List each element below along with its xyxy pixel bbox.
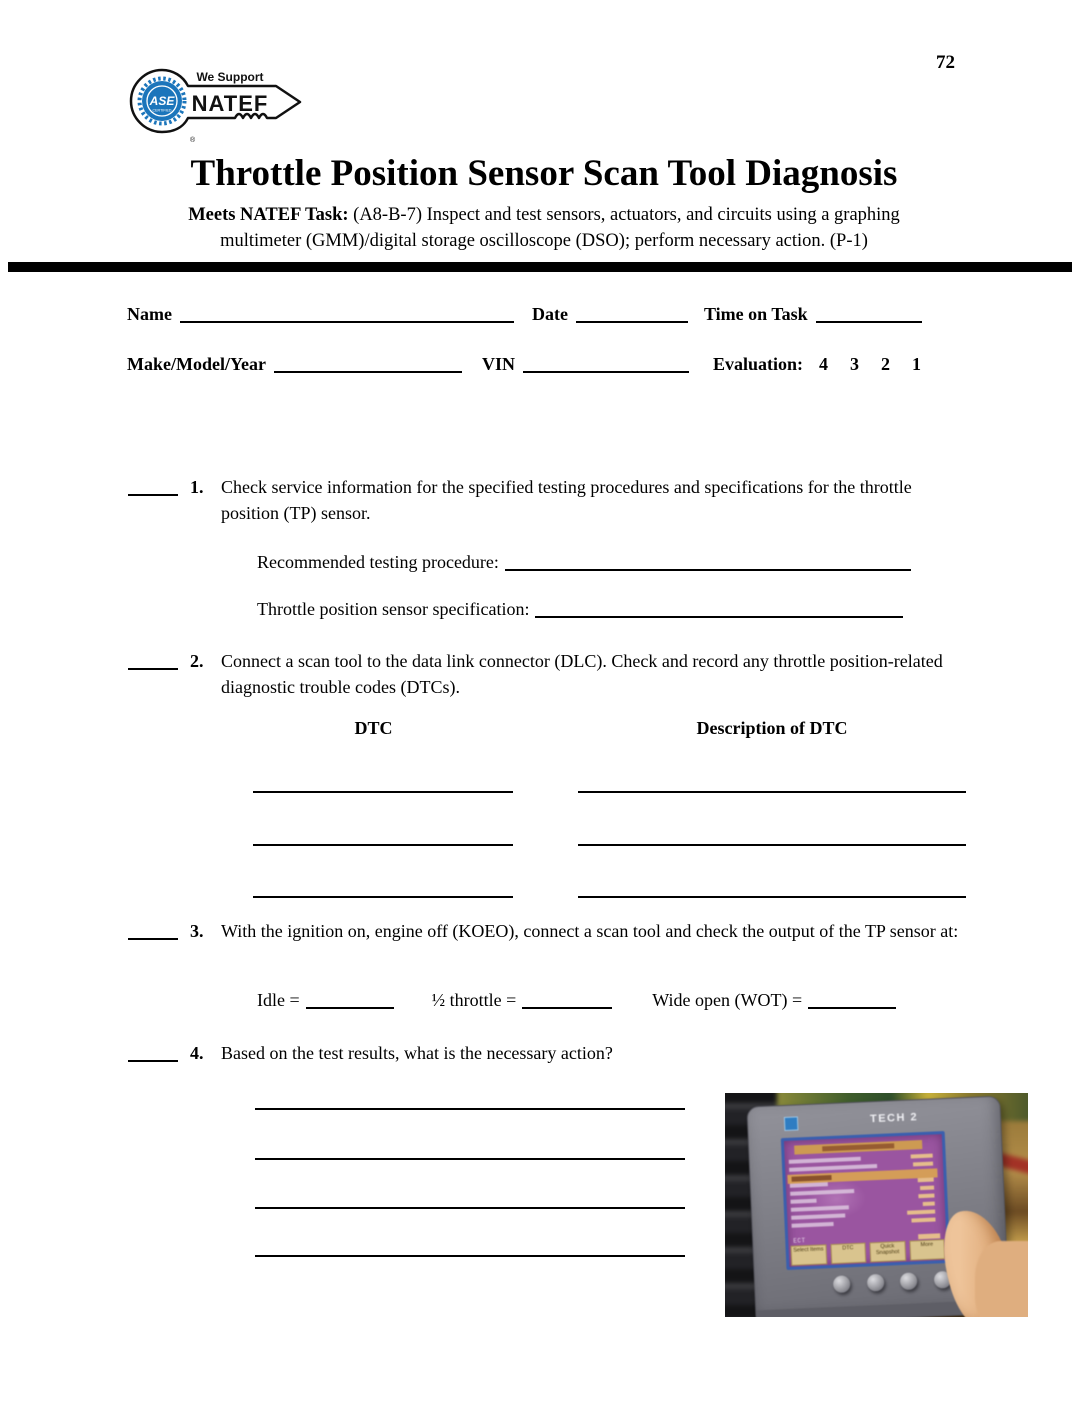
half-throttle-value-blank[interactable] xyxy=(522,991,612,1009)
scan-tool-photo xyxy=(725,1093,1028,1317)
screen-page-indicator xyxy=(918,1233,940,1239)
task-2-text: Connect a scan tool to the data link connector (DLC). Check and record any throttle position-related diagnostic trouble codes (DTCs). xyxy=(221,651,943,697)
task-description-line2: multimeter (GMM)/digital storage oscilloscope (DSO); perform necessary action. (P-1) xyxy=(220,231,868,251)
task-4-checkoff-blank[interactable] xyxy=(128,1044,178,1062)
page-number: 72 xyxy=(936,52,955,73)
device-button-2[interactable] xyxy=(866,1274,884,1292)
task-1-checkoff-blank[interactable] xyxy=(128,478,178,496)
dtc-column-header: DTC xyxy=(354,718,393,738)
evaluation-score-2: 2 xyxy=(881,354,891,374)
sensor-specification-label: Throttle position sensor specification: xyxy=(257,599,530,619)
make-model-year-field-blank[interactable] xyxy=(274,355,462,373)
dtc-entry-blank-3[interactable] xyxy=(253,896,513,898)
evaluation-score-3: 3 xyxy=(850,354,860,374)
task-2-checkoff-blank[interactable] xyxy=(128,652,178,670)
sensor-specification-row xyxy=(257,597,903,620)
task-1 xyxy=(128,474,961,526)
task-1-text: Check service information for the specified testing procedures and specifications for the throttle position (TP) sensor. xyxy=(221,477,912,523)
device-button-3[interactable] xyxy=(900,1272,918,1290)
natef-ase-logo xyxy=(126,58,306,153)
device-button-row xyxy=(833,1271,952,1293)
half-throttle-label: ½ throttle = xyxy=(431,990,517,1010)
screen-status-text: ECT xyxy=(793,1237,806,1245)
task-2 xyxy=(128,648,961,700)
necessary-action-blank-4[interactable] xyxy=(255,1255,685,1257)
sensor-specification-blank[interactable] xyxy=(535,600,903,618)
recommended-procedure-row xyxy=(257,550,911,573)
registered-mark: ® xyxy=(190,137,196,144)
time-on-task-field-blank[interactable] xyxy=(816,305,922,323)
task-description-line1: Meets NATEF Task: (A8-B-7) Inspect and test sensors, actuators, and circuits using a graphing xyxy=(188,205,900,225)
dtc-entry-blank-2[interactable] xyxy=(253,844,513,846)
evaluation-label: Evaluation: xyxy=(712,354,804,374)
task-3-number: 3. xyxy=(190,921,204,941)
make-model-year-label: Make/Model/Year xyxy=(127,354,266,374)
time-on-task-label: Time on Task xyxy=(703,304,808,324)
task-3-checkoff-blank[interactable] xyxy=(128,922,178,940)
info-row-2 xyxy=(127,352,921,375)
vin-label: VIN xyxy=(481,354,515,374)
evaluation-score-1: 1 xyxy=(912,354,922,374)
softkey-row xyxy=(790,1239,945,1266)
device-model-label: TECH 2 xyxy=(869,1111,919,1126)
evaluation-score-4: 4 xyxy=(819,354,829,374)
recommended-procedure-blank[interactable] xyxy=(505,553,911,571)
dtc-description-blank-3[interactable] xyxy=(578,896,966,898)
task-3-text: With the ignition on, engine off (KOEO), connect a scan tool and check the output of the TP sensor at: xyxy=(221,921,959,941)
wide-open-label: Wide open (WOT) = xyxy=(652,990,803,1010)
ase-gear-text: ASE xyxy=(149,94,175,108)
dtc-description-blank-2[interactable] xyxy=(578,844,966,846)
screen-data-list xyxy=(789,1152,936,1230)
natef-text: NATEF xyxy=(191,91,269,116)
wide-open-value-blank[interactable] xyxy=(808,991,896,1009)
dtc-entry-blank-1[interactable] xyxy=(253,791,513,793)
gm-logo-icon xyxy=(784,1116,799,1131)
date-label: Date xyxy=(531,304,568,324)
date-field-blank[interactable] xyxy=(576,305,688,323)
we-support-text: We Support xyxy=(196,70,264,84)
necessary-action-blank-2[interactable] xyxy=(255,1158,685,1160)
dtc-description-column-header: Description of DTC xyxy=(696,718,848,738)
meets-natef-task-label: Meets NATEF Task: xyxy=(188,205,349,225)
necessary-action-blank-3[interactable] xyxy=(255,1207,685,1209)
softkey-select-items[interactable]: Select Items xyxy=(790,1244,826,1266)
device-button-1[interactable] xyxy=(833,1275,851,1293)
user-hand xyxy=(975,1241,1028,1317)
task-3 xyxy=(128,918,961,944)
info-row-1 xyxy=(127,302,922,325)
idle-value-blank[interactable] xyxy=(306,991,394,1009)
dtc-description-blank-1[interactable] xyxy=(578,791,966,793)
vin-field-blank[interactable] xyxy=(523,355,689,373)
task-4-number: 4. xyxy=(190,1043,204,1063)
softkey-quick-snapshot[interactable]: Quick Snapshot xyxy=(869,1241,905,1263)
task-2-number: 2. xyxy=(190,651,204,671)
name-label: Name xyxy=(127,304,172,324)
tp-output-row xyxy=(257,988,896,1011)
key-logo-icon xyxy=(126,58,306,153)
recommended-procedure-label: Recommended testing procedure: xyxy=(257,552,499,572)
softkey-dtc[interactable]: DTC xyxy=(830,1243,866,1265)
tech2-screen xyxy=(781,1131,951,1270)
task-1-number: 1. xyxy=(190,477,204,497)
task-4-text: Based on the test results, what is the necessary action? xyxy=(221,1043,613,1063)
page-title: Throttle Position Sensor Scan Tool Diagnosis xyxy=(190,153,898,194)
task-4 xyxy=(128,1040,961,1066)
idle-label: Idle = xyxy=(257,990,300,1010)
name-field-blank[interactable] xyxy=(180,305,514,323)
ase-certified-text: CERTIFIED xyxy=(152,108,172,113)
natef-task-description xyxy=(0,202,1088,254)
header-divider-rule xyxy=(8,262,1072,272)
necessary-action-blank-1[interactable] xyxy=(255,1108,685,1110)
softkey-more[interactable]: More xyxy=(909,1239,945,1261)
